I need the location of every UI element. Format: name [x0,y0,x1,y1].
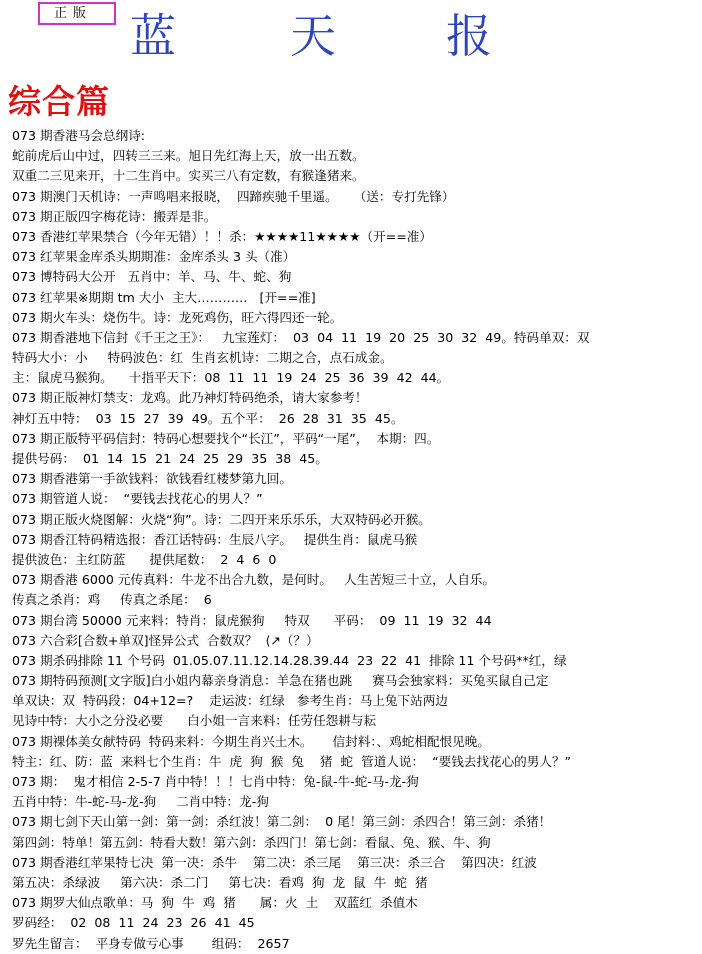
content-line: 073 期正版神灯禁支：龙鸡。此乃神灯特码绝杀，请大家参考！ [12,390,368,406]
content-line: 073 期正版四字梅花诗：搬弄是非。 [12,208,217,224]
content-line: 罗码经： 02 08 11 24 23 26 41 45 [12,915,255,931]
content-line: 073 期香港红苹果特七决 第一决：杀牛 第二决：杀三尾 第三决：杀三合 第四决：红波 [12,854,537,870]
content-line: 073 期正版特平码信封：特码心想要找个“长江”，平码“一尾”， 本期：四。 [12,430,440,446]
content-line: 单双诀：双 特码段：04+12=? 走运波：红绿 参考生肖：马上兔下站两边 [12,693,448,709]
content-line: 073 期香港 6000 元传真料：牛龙不出合九数，是何时。 人生苦短三十立，人自乐。 [12,572,496,588]
content-line: 073 博特码大公开 五肖中：羊、马、牛、蛇、狗 [12,269,292,285]
content-line: 第四剑：特单！第五剑：特看大数！第六剑：杀四门！第七剑：看鼠、兔、猴、牛、狗 [12,834,491,850]
content-line: 双重二三见来开，十二生肖中。实买三八有定数，有猴逢猪来。 [12,168,365,184]
content-line: 五肖中特：牛-蛇-马-龙-狗 二肖中特：龙-狗 [12,794,269,810]
content-line: 073 期澳门天机诗：一声鸣唱来报晓， 四蹄疾驰千里遥。 （送：专打先锋） [12,188,455,204]
content-line: 073 期管道人说： “要钱去找花心的男人？” [12,491,263,507]
content-line: 第五决：杀绿波 第六决：杀二门 第七决：看鸡 狗 龙 鼠 牛 蛇 猪 [12,874,428,890]
section-title: 综合篇 [8,82,110,121]
content-line: 073 香港红苹果禁合（今年无错）！！杀：★★★★11★★★★（开==准） [12,228,432,244]
content-line: 特码大小：小 特码波色：红 生肖玄机诗：二期之合，点石成金。 [12,350,393,366]
content-line: 073 期火车头：烧伤牛。诗：龙死鸡伤，旺六得四还一轮。 [12,309,343,325]
masthead-char-3: 报 [446,9,492,63]
content-line: 提供号码： 01 14 15 21 24 25 29 35 38 45。 [12,451,328,466]
content-line: 073 期香港马会总纲诗: [12,128,146,143]
content-line: 073 期香港第一手欲钱料：欲钱看红楼梦第九回。 [12,471,292,487]
content-line: 罗先生留言： 平身专做亏心事 组码： 2657 [12,935,290,951]
content-line: 073 六合彩[合数+单双]怪异公式 合数双？ ⟨↗（？） [12,632,319,648]
content-line: 073 红苹果※期期 tm 大小 主大………… [开==准] [12,289,316,305]
content-line: 073 期裸体美女献特码 特码来料：今期生肖兴土木。 信封料：、鸡蛇相配恨见晚。 [12,733,490,749]
content-line: 073 红苹果金库杀头期期准：金库杀头 3 头（准） [12,249,296,265]
content-line: 073 期罗大仙点歌单：马 狗 牛 鸡 猪 属：火 土 双蓝红 杀值木 [12,895,418,911]
content-lines [12,126,698,954]
content-line: 提供波色：主红防蓝 提供尾数： 2 4 6 0 [12,551,277,567]
masthead-char-1: 蓝 [130,9,176,63]
content-line: 见诗中特：大小之分没必要 白小姐一言来料：任劳任怨耕与耘 [12,713,377,729]
edition-badge: 正版 [38,2,116,25]
content-line: 073 期： 鬼才相信 2-5-7 肖中特！！！七肖中特：兔-鼠-牛-蛇-马-龙-狗 [12,774,419,789]
content-line: 073 期正版火烧图解：火烧“狗”。诗：二四开来乐乐乐，大双特码必开猴。 [12,511,431,527]
content-line: 073 期七剑下天山第一剑：第一剑：杀红波！第二剑： 0 尾！第三剑：杀四合！第三剑：杀猪！ [12,814,552,830]
content-line: 主：鼠虎马猴狗。 十指平天下：08 11 11 19 24 25 36 39 42 44。 [12,370,450,386]
content-line: 073 期香江特码精选报：香江话特码：生辰八字。 提供生肖：鼠虎马猴 [12,531,418,547]
content-line: 传真之杀肖：鸡 传真之杀尾： 6 [12,592,212,608]
content-line: 蛇前虎后山中过，四转三三来。旭日先红海上天，放一出五数。 [12,148,365,164]
content-line: 073 期特码预测[文字版]白小姐内幕亲身消息：羊急在猪也跳 赛马会独家料：买兔买鼠自己定 [12,673,549,689]
masthead-char-2: 天 [290,9,336,63]
content-line: 073 期香港地下信封《千王之王》： 九宝莲灯： 03 04 11 19 20 25 30 32 49。特码单双：双 [12,329,590,345]
content-line: 神灯五中特： 03 15 27 39 49。五个平： 26 28 31 35 45。 [12,410,404,426]
content-line: 073 期杀码排除 11 个号码 01.05.07.11.12.14.28.39.44 23 22 41 排除 11 个号码**红，绿 [12,652,567,668]
content-line: 特主：红、防：蓝 来料七个生肖：牛 虎 狗 猴 兔 猪 蛇 管道人说： “要钱去找花心的男人？” [12,753,572,769]
content-line: 073 期台湾 50000 元来料：特肖：鼠虎猴狗 特双 平码： 09 11 19 32 44 [12,612,492,628]
